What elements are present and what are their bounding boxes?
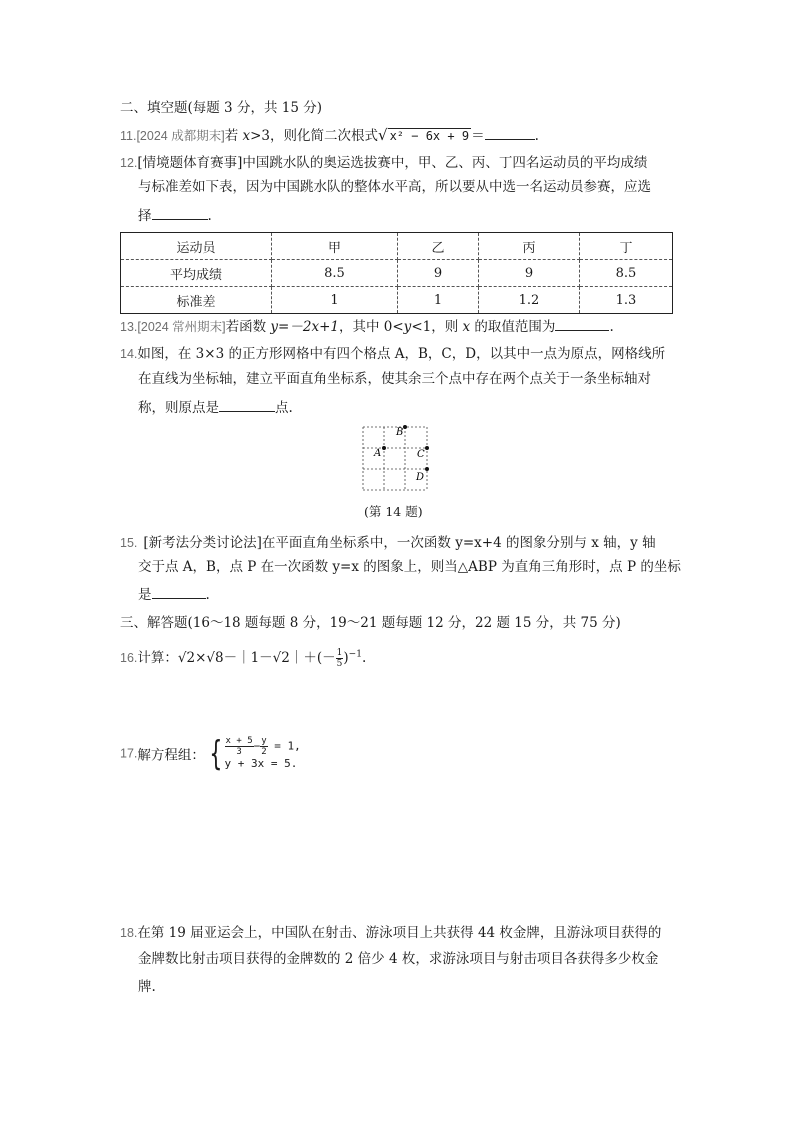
question-number: 14. [120,347,138,361]
question-text: 如图，在 3×3 的正方形网格中有四个格点 A，B，C，D，以其中一点为原点，网格线所 [137,346,666,362]
point-d-label: D [416,472,425,483]
question-18-line-3: 牌. [138,979,156,995]
question-text: 若 [224,128,243,144]
question-number: 18. [120,926,138,940]
function-expression: y=－2x+1 [270,319,339,335]
table-row [121,260,673,287]
question-18-line-2: 金牌数比射击项目获得的金牌数的 2 倍少 4 枚，求游泳项目与射击项目各获得多少枚金 [138,951,659,967]
question-number: 13. [120,320,138,334]
question-14-line-1 [120,342,665,362]
table-cell: 9 [398,260,479,287]
section-2-header: 二、填空题(每题 3 分，共 15 分) [120,100,322,116]
table-header-row [121,233,673,260]
question-14-line-3 [138,397,293,418]
section-3-header: 三、解答题(16～18 题每题 8 分，19～21 题每题 12 分，22 题 15 分，共 75 分) [120,615,621,631]
question-17 [120,733,301,774]
question-13 [120,315,614,335]
answer-blank[interactable] [152,205,208,220]
answer-blank[interactable] [555,316,609,331]
fraction-numerator: x + 5 [225,736,253,746]
question-text: >3，则化简二次根式 [250,128,379,144]
point-a-label: A [374,448,382,459]
question-text: <1，则 [411,319,463,335]
math-expression: √2×√8－｜1－√2｜＋(－ [177,650,336,666]
question-text: . [207,208,212,224]
exponent: −1 [348,649,362,660]
question-tag: [2024 常州期末] [137,320,226,334]
answer-blank[interactable] [219,397,275,412]
table-cell: 丙 [479,233,580,260]
equation-2: y + 3x = 5. [224,757,298,770]
question-text: 计算： [137,650,178,666]
fraction-numerator: 1 [336,648,343,658]
point-c-dot [425,446,429,450]
question-15-line-1 [120,531,656,551]
fraction-denominator: 3 [236,747,242,757]
table-cell: 丁 [580,233,673,260]
question-text: . [361,650,367,666]
brace: { [209,733,223,774]
question-text: . [609,319,614,335]
fraction-numerator: y [261,736,267,746]
sqrt-symbol: √ [378,126,388,144]
equation-system [205,733,301,774]
answer-blank[interactable] [485,125,535,140]
variable: y [403,319,412,335]
question-15-line-3 [138,584,210,605]
point-b-dot [403,425,407,429]
math-expression: ) [343,650,349,666]
table-cell: 1.2 [479,287,580,314]
question-text: 点. [275,400,293,416]
fraction-denominator: 2 [261,747,267,757]
table-cell: 1 [398,287,479,314]
table-cell: 9 [479,260,580,287]
question-text: 是 [138,587,152,603]
score-table [120,232,673,314]
question-12-line-2: 与标准差如下表，因为中国跳水队的整体水平高，所以要从中选一名运动员参赛，应选 [138,179,651,195]
table-cell: 甲 [272,233,398,260]
grid-figure [355,420,435,496]
equation-1: $\frac{x + 5}{3}$ − $\frac{y}{2}$ = 1, [225,736,301,757]
table-cell: 8.5 [580,260,673,287]
question-number: 12. [120,156,138,170]
question-number: 11. [120,129,137,143]
variable: x [242,128,251,144]
table-cell: 平均成绩 [121,260,272,287]
point-a-dot [382,446,386,450]
table-cell: 乙 [398,233,479,260]
question-12-line-3 [138,205,212,226]
question-12-line-1 [120,151,647,171]
question-15-line-2: 交于点 A，B，点 P 在一次函数 y=x 的图象上，则当△ABP 为直角三角形时，点 P 的坐标 [138,559,681,575]
radicand: x² − 6x + 9 [389,129,470,143]
question-text: . [534,128,539,144]
question-16 [120,646,366,669]
question-text: 称，则原点是 [138,400,219,416]
figure-caption: (第 14 题) [364,504,423,519]
question-14-line-2: 在直线为坐标轴，建立平面直角坐标系，使其余三个点中存在两个点关于一条坐标轴对 [138,371,651,387]
question-text: 的取值范围为 [470,319,556,335]
point-b-label: B [396,427,404,438]
table-cell: 1.3 [580,287,673,314]
table-cell: 8.5 [272,260,398,287]
table-cell: 1 [272,287,398,314]
question-number: 15. [120,536,138,550]
question-text: 择 [138,208,152,224]
question-text: 解方程组： [137,747,205,764]
table-row [121,287,673,314]
question-text: [情境题体育赛事]中国跳水队的奥运选拔赛中，甲、乙、丙、丁四名运动员的平均成绩 [137,155,648,171]
question-11 [120,124,539,144]
question-text: ，其中 0< [338,319,404,335]
point-c-label: C [417,449,425,460]
question-text: ＝ [471,128,485,144]
question-text: 若函数 [225,319,271,335]
question-tag: [2024 成都期末] [136,129,225,143]
equation-rest: = 1, [267,739,301,753]
answer-blank[interactable] [152,584,206,599]
fraction-denominator: 5 [336,659,343,669]
variable: x [462,319,471,335]
question-18-line-1 [120,921,661,941]
question-text: 在第 19 届亚运会上，中国队在射击、游泳项目上共获得 44 枚金牌，且游泳项目获得的 [137,925,662,941]
question-number: 16. [120,651,138,665]
question-number: 17. [120,746,138,761]
point-d-dot [425,467,429,471]
table-cell: 标准差 [121,287,272,314]
question-text: [新考法分类讨论法]在平面直角坐标系中，一次函数 y=x+4 的图象分别与 x 轴，y 轴 [143,535,656,551]
table-cell: 运动员 [121,233,272,260]
question-text: . [205,587,210,603]
